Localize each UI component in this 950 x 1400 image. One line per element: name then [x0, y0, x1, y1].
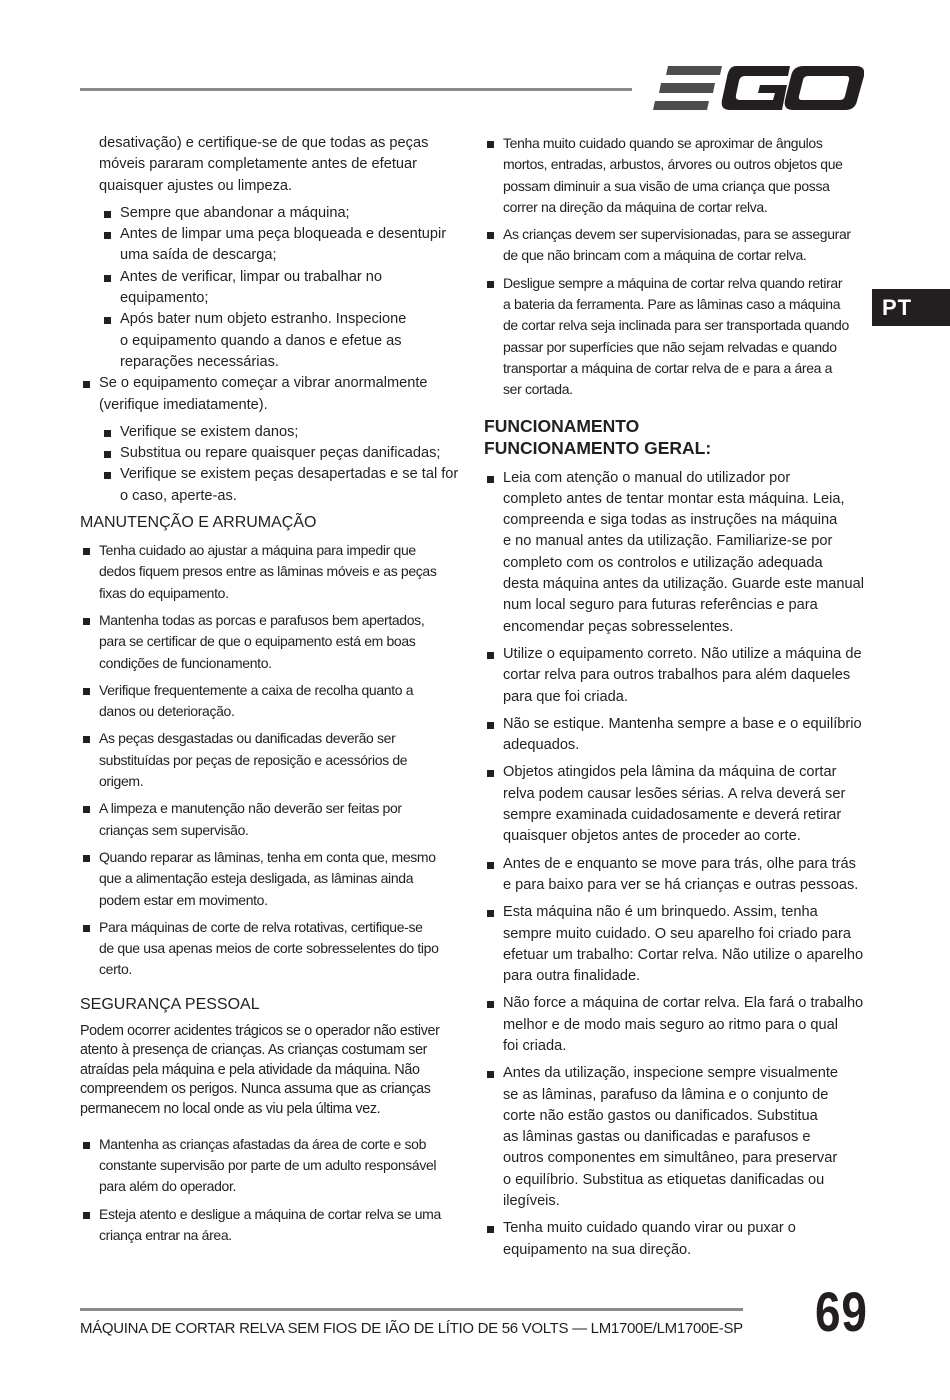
text-line: que a alimentação esteja desligada, as lâminas ainda — [99, 870, 414, 887]
text-line: relva podem causar lesões sérias. A relva deverá ser — [503, 785, 846, 802]
text-line: condições de funcionamento. — [99, 654, 272, 671]
list-item — [80, 422, 465, 443]
text-line: as lâminas gastas ou danificadas e parafusos e — [503, 1129, 811, 1146]
text-line: Podem ocorrer acidentes trágicos se o operador não estiver — [80, 1022, 440, 1039]
bullet-icon — [104, 275, 111, 282]
list-item — [80, 224, 465, 267]
text-line: (verifique imediatamente). — [99, 396, 268, 413]
text-line: o equilíbrio. Substitua as etiquetas danificadas ou — [503, 1171, 825, 1188]
text-line: fixas do equipamento. — [99, 584, 229, 601]
list-item — [484, 468, 869, 638]
text-line: Não force a máquina de cortar relva. Ela fará o trabalho — [503, 995, 864, 1012]
text-line: a bateria da ferramenta. Pare as lâminas caso a máquina — [503, 296, 841, 313]
text-line: sempre examinada cuidadosamente e deverá retirar — [503, 807, 842, 824]
list-item — [80, 309, 465, 373]
list-item — [484, 1218, 869, 1261]
text-line: uma saída de descarga; — [120, 247, 277, 264]
text-line: para além do operador. — [99, 1178, 237, 1195]
text-line: certo. — [99, 961, 132, 978]
text-line: ser cortada. — [503, 381, 573, 398]
footer-title: MÁQUINA DE CORTAR RELVA SEM FIOS DE IÃO DE LÍTIO DE 56 VOLTS — LM1700E/LM1700E-SP — [80, 1320, 743, 1337]
list-item — [484, 854, 869, 897]
text-line: encomendar peças sobresselentes. — [503, 618, 734, 635]
bullet-icon — [487, 652, 494, 659]
ego-logo — [652, 64, 864, 112]
text-line: atraídas pela máquina e pela atividade da máquina. Não — [80, 1061, 420, 1078]
text-line: Desligue sempre a máquina de cortar relva quando retirar — [503, 274, 843, 291]
safety-paragraph — [80, 1022, 465, 1120]
right-column — [484, 133, 869, 1261]
text-line: para se certificar de que o equipamento está em boas — [99, 633, 416, 650]
list-item — [484, 644, 869, 708]
bullet-icon — [487, 476, 494, 483]
section-heading-maintenance: MANUTENÇÃO E ARRUMAÇÃO — [80, 514, 317, 532]
bullet-icon — [104, 211, 111, 218]
text-line: Mantenha todas as porcas e parafusos bem apertados, — [99, 611, 425, 628]
list-item — [484, 273, 869, 401]
bullet-icon — [487, 1001, 494, 1008]
text-line: desta máquina antes da utilização. Guarde este manual — [503, 576, 865, 593]
bullet-icon — [83, 855, 90, 862]
bullet-icon — [104, 232, 111, 239]
section-heading-safety: SEGURANÇA PESSOAL — [80, 995, 260, 1013]
text-line: de que usa apenas meios de corte sobresselentes do tipo — [99, 940, 439, 957]
text-line: Antes de e enquanto se move para trás, olhe para trás — [503, 855, 856, 872]
bullet-icon — [487, 281, 494, 288]
intro-paragraph — [80, 133, 465, 197]
text-line: Verifique se existem peças desapertadas e se tal for — [120, 466, 459, 483]
bullet-icon — [104, 472, 111, 479]
list-item — [80, 798, 465, 841]
text-line: Tenha muito cuidado quando se aproximar de ângulos — [503, 135, 823, 151]
text-line: correr na direção da máquina de cortar relva. — [503, 198, 768, 215]
text-line: Para máquinas de corte de relva rotativas, certifique-se — [99, 918, 423, 935]
list-item — [80, 203, 465, 224]
list-item — [484, 1063, 869, 1212]
text-line: Antes de verificar, limpar ou trabalhar no — [120, 268, 383, 285]
language-tab: PT — [872, 289, 950, 326]
list-item — [80, 1204, 465, 1247]
text-line: podem estar em movimento. — [99, 891, 268, 908]
list-item — [80, 373, 465, 416]
bullet-icon — [83, 688, 90, 695]
text-line: constante supervisão por parte de um adulto responsável — [99, 1156, 437, 1173]
text-line: reparações necessárias. — [120, 353, 279, 370]
text-line: completo com os controlos e utilização adequada — [503, 554, 823, 571]
section-heading-general-operation: FUNCIONAMENTO GERAL: — [484, 437, 712, 458]
text-line: equipamento; — [120, 290, 209, 307]
footer-rule — [80, 1308, 743, 1311]
text-line: e no manual antes da utilização. Familiarize-se por — [503, 533, 833, 550]
text-line: e para baixo para ver se há crianças e outras pessoas. — [503, 876, 859, 893]
bullet-icon — [487, 770, 494, 777]
text-line: origem. — [99, 773, 144, 790]
text-line: dedos fiquem presos entre as lâminas móveis e as peças — [99, 563, 437, 580]
text-line: Objetos atingidos pela lâmina da máquina de cortar — [503, 764, 837, 781]
header-rule — [80, 88, 632, 91]
list-item — [80, 917, 465, 981]
text-line: completo antes de tentar montar esta máquina. Leia, — [503, 490, 845, 507]
text-line: crianças sem supervisão. — [99, 821, 249, 838]
text-line: compreendem os perigos. Nunca assuma que as crianças — [80, 1081, 431, 1098]
text-line: Substitua ou repare quaisquer peças danificadas; — [120, 445, 441, 462]
text-line: Mantenha as crianças afastadas da área de corte e sob — [99, 1135, 427, 1152]
text-line: de cortar relva seja inclinada para ser transportada quando — [503, 317, 849, 334]
text-line: permanecem no local onde as viu pela última vez. — [80, 1101, 381, 1118]
bullet-icon — [83, 736, 90, 743]
list-item — [80, 610, 465, 674]
text-line: corte não estão gastos ou danificados. Substitua — [503, 1107, 818, 1124]
text-line: ilegíveis. — [503, 1193, 560, 1210]
list-item — [484, 714, 869, 757]
text-line: foi criada. — [503, 1037, 567, 1054]
text-line: possam diminuir a sua visão de uma criança que possa — [503, 177, 830, 194]
list-item — [484, 993, 869, 1057]
list-item — [80, 267, 465, 310]
text-line: Não se estique. Mantenha sempre a base e o equilíbrio — [503, 715, 862, 732]
list-item — [484, 133, 869, 218]
text-line: quaisquer ajustes ou limpeza. — [99, 177, 293, 194]
text-line: passar por superfícies que não sejam relvadas e quando — [503, 338, 837, 355]
text-line: transportar a máquina de cortar relva de e para a área a — [503, 359, 833, 376]
bullet-icon — [487, 141, 494, 148]
text-line: o equipamento quando a danos e efetue as — [120, 332, 402, 349]
list-item — [80, 680, 465, 723]
list-item — [80, 464, 465, 507]
text-line: efetuar um trabalho: Cortar relva. Não utilize o aparelho — [503, 946, 864, 963]
left-column — [80, 133, 465, 1246]
text-line: para outra finalidade. — [503, 968, 641, 985]
text-line: mortos, entradas, arbustos, árvores ou outros objetos que — [503, 156, 843, 173]
text-line: criança entrar na área. — [99, 1226, 232, 1243]
text-line: de que não brincam com a máquina de cortar relva. — [503, 247, 807, 264]
list-item — [484, 762, 869, 847]
bullet-icon — [104, 317, 111, 324]
bullet-icon — [83, 548, 90, 555]
bullet-icon — [487, 722, 494, 729]
page-number: 69 — [815, 1280, 868, 1343]
text-line: equipamento na sua direção. — [503, 1241, 692, 1258]
bullet-icon — [83, 1142, 90, 1149]
bullet-icon — [104, 451, 111, 458]
text-line: As crianças devem ser supervisionadas, para se assegurar — [503, 226, 851, 243]
bullet-icon — [83, 618, 90, 625]
list-item — [80, 1134, 465, 1198]
text-line: A limpeza e manutenção não deverão ser feitas por — [99, 800, 402, 817]
bullet-icon — [83, 806, 90, 813]
text-line: danos ou deterioração. — [99, 703, 235, 720]
bullet-icon — [104, 430, 111, 437]
text-line: Sempre que abandonar a máquina; — [120, 204, 350, 221]
bullet-icon — [83, 925, 90, 932]
text-line: sempre muito cuidado. O seu aparelho foi criado para — [503, 925, 852, 942]
bullet-icon — [487, 1226, 494, 1233]
text-line: Antes de limpar uma peça bloqueada e desentupir — [120, 226, 447, 243]
text-line: Após bater num objeto estranho. Inspecione — [120, 311, 407, 328]
text-line: Tenha muito cuidado quando virar ou puxar o — [503, 1220, 796, 1237]
text-line: Esteja atento e desligue a máquina de cortar relva se uma — [99, 1205, 441, 1222]
bullet-icon — [487, 910, 494, 917]
text-line: para que foi criada. — [503, 688, 628, 705]
text-line: o caso, aperte-as. — [120, 487, 237, 504]
text-line: Tenha cuidado ao ajustar a máquina para impedir que — [99, 542, 416, 559]
text-line: Antes da utilização, inspecione sempre visualmente — [503, 1065, 839, 1082]
bullet-icon — [83, 1212, 90, 1219]
text-line: melhor e de modo mais seguro ao ritmo para o qual — [503, 1016, 839, 1033]
bullet-icon — [83, 381, 90, 388]
list-item — [484, 902, 869, 987]
list-item — [80, 847, 465, 911]
text-line: compreenda e siga todas as instruções na máquina — [503, 512, 838, 529]
text-line: Leia com atenção o manual do utilizador por — [503, 469, 791, 486]
section-heading-operation: FUNCIONAMENTO — [484, 415, 640, 436]
bullet-icon — [487, 862, 494, 869]
text-line: cortar relva para outros trabalhos para além daqueles — [503, 667, 851, 684]
list-item — [80, 540, 465, 604]
text-line: substituídas por peças de reposição e acessórios de — [99, 751, 408, 768]
text-line: Se o equipamento começar a vibrar anormalmente — [99, 375, 428, 392]
text-line: adequados. — [503, 737, 580, 754]
text-line: outros componentes em simultâneo, para preservar — [503, 1150, 838, 1167]
text-line: desativação) e certifique-se de que todas as peças — [99, 135, 429, 151]
list-item — [80, 728, 465, 792]
list-item — [484, 224, 869, 267]
text-line: atento à presença de crianças. As crianças costumam ser — [80, 1042, 428, 1059]
bullet-icon — [487, 1071, 494, 1078]
text-line: Verifique frequentemente a caixa de recolha quanto a — [99, 681, 414, 698]
text-line: Verifique se existem danos; — [120, 423, 299, 440]
text-line: num local seguro para futuras referências e para — [503, 597, 818, 614]
bullet-icon — [487, 232, 494, 239]
text-line: quaisquer objetos antes de proceder ao corte. — [503, 828, 801, 845]
text-line: Quando reparar as lâminas, tenha em conta que, mesmo — [99, 848, 436, 865]
text-line: se as lâminas, parafuso da lâmina e o conjunto de — [503, 1086, 829, 1103]
text-line: As peças desgastadas ou danificadas deverão ser — [99, 730, 396, 747]
text-line: Esta máquina não é um brinquedo. Assim, tenha — [503, 904, 818, 921]
text-line: Utilize o equipamento correto. Não utilize a máquina de — [503, 645, 862, 662]
list-item — [80, 443, 465, 464]
text-line: móveis pararam completamente antes de efetuar — [99, 156, 417, 173]
